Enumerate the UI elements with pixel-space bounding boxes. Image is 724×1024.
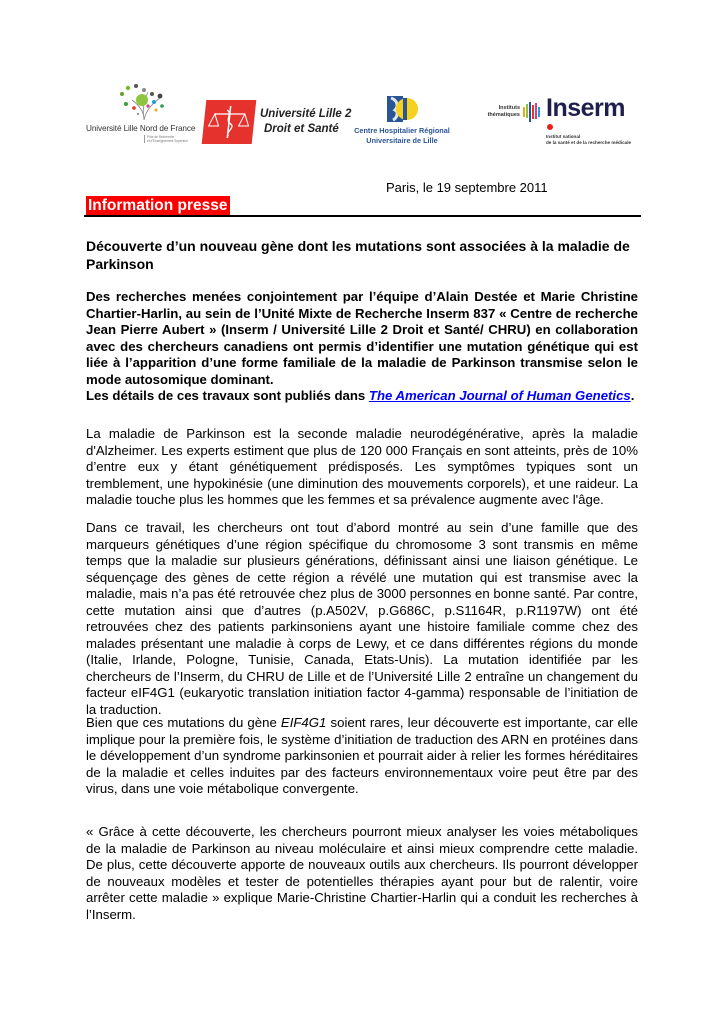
chru-line1: Centre Hospitalier Régional xyxy=(354,126,450,135)
press-header-label: Information presse xyxy=(88,197,228,214)
publication-line xyxy=(86,388,638,405)
ulnf-subtitle-line1: Pôle de Recherche xyxy=(147,135,175,139)
logo-universite-lille-nord-de-france xyxy=(86,84,204,152)
paragraph-text: Dans ce travail, les chercheurs ont tout d’abord montré au sein d’une famille que des marqueurs génétiques d’une région spécifique du chromosome 3 sont transmis en même temps que la maladie sur plusieurs générations, définissant ainsi une liaison génétique. Le séquençage des gènes de cette région a révélé une mutation qui est transmise avec la maladie, mais n’a pas été retrouvée chez plus de 3000 personnes en bonne santé. Par contre, cette mutation ainsi que d’autres (p.A502V, p.G686C, p.S1164R, p.R1197W) ont été retrouvées chez des patients parkinsoniens ayant une histoire familiale comme chez des malades présentant une maladie à corps de Lewy, et ce dans différentes régions du monde (Italie, Irlande, Pologne, Tunisie, Canada, Etats-Unis). La mutation identifiée par les chercheurs de l’Inserm, du CHRU de Lille et de l’Université Lille 2 entraîne un changement du facteur eIF4G1 (eukaryotic translation initiation factor 4-gamma) responsable de l’initiation de la traduction. xyxy=(86,520,638,717)
lead-text: Des recherches menées conjointement par l’équipe d’Alain Destée et Marie Christine Chartier-Harlin, au sein de l’Unité Mixte de Recherche Inserm 837 « Centre de recherche Jean Pierre Aubert » (Inserm / Université Lille 2 Droit et Santé/ CHRU) en collaboration avec des chercheurs canadiens ont permis d’identifier une mutation génétique qui est liée à l’apparition d’une forme familiale de la maladie de Parkinson transmise selon le mode autosomique dominant. xyxy=(86,289,638,387)
lille2-line2: Droit et Santé xyxy=(264,123,339,135)
ulnf-name: Université Lille Nord de France xyxy=(86,124,196,133)
chru-name xyxy=(352,126,452,146)
body-paragraph xyxy=(86,520,638,718)
instituts-line1: Instituts xyxy=(498,105,520,111)
tree-icon xyxy=(114,84,174,120)
header-divider xyxy=(84,215,641,217)
scales-of-justice-icon xyxy=(202,100,257,144)
inserm-sub-line2: de la santé et de la recherche médicale xyxy=(546,140,632,145)
lead-paragraph xyxy=(86,289,638,405)
lille2-name xyxy=(260,107,351,137)
inserm-red-dot-icon xyxy=(547,124,553,130)
instituts-thematiques xyxy=(484,105,520,118)
article-title: Découverte d’un nouveau gène dont les mutations sont associées à la maladie de Parkinson xyxy=(86,238,630,272)
journal-link[interactable]: The American Journal of Human Genetics xyxy=(368,388,631,403)
paragraph-suffix: soient rares, leur découverte est importante, car elle implique pour la première fois, le système d’initiation de traduction des ARN en protéines dans le développement d’un syndrome parkinsonien et pourrait aider à relier les formes héréditaires de la maladie et celles induites par des facteurs environnementaux voire peut être par des virus, dans une voie métabolique convergente. xyxy=(86,715,639,796)
lille2-line1: Université Lille 2 xyxy=(260,108,352,120)
inserm-wordmark: Inserm xyxy=(546,94,625,122)
partner-logos xyxy=(86,84,646,154)
ulnf-subtitle xyxy=(144,135,188,143)
logo-universite-lille-2 xyxy=(204,98,372,146)
logo-chru-lille xyxy=(352,94,452,150)
inserm-subtitle xyxy=(546,134,631,146)
publication-prefix: Les détails de ces travaux sont publiés dans xyxy=(86,388,369,403)
ulnf-subtitle-line2: et d'Enseignement Supérieur xyxy=(147,139,189,143)
chru-line2: Universitaire de Lille xyxy=(366,136,438,145)
paragraph-text: La maladie de Parkinson est la seconde maladie neurodégénérative, après la maladie d'Alzheimer. Les experts estiment que plus de 120 000 Français en sont atteints, près de 10% d’entre eux y étant génétiquement prédisposés. Les symptômes typiques sont un tremblement, une hypokinésie (une diminution des mouvements corporels), et une raideur. La maladie touche plus les hommes que les femmes et sa prévalence augmente avec l'âge. xyxy=(86,426,638,507)
gene-name: EIF4G1 xyxy=(280,715,327,730)
logo-inserm xyxy=(484,94,634,150)
paragraph-prefix: Bien que ces mutations du gène xyxy=(86,715,281,730)
body-paragraph xyxy=(86,715,638,798)
paragraph-text: « Grâce à cette découverte, les chercheurs pourront mieux analyser les voies métaboliques de la maladie de Parkinson au niveau moléculaire et ainsi mieux comprendre cette maladie. De plus, cette découverte apporte de nouveaux outils aux chercheurs. Ils pourront développer de nouveaux modèles et tester de potentielles thérapies ayant pour but de ralentir, voire arrêter cette maladie » explique Marie-Christine Chartier-Harlin qui a conduit les recherches à l’Inserm. xyxy=(86,824,638,922)
inserm-sub-line1: Institut national xyxy=(546,134,581,139)
press-date: Paris, le 19 septembre 2011 xyxy=(386,180,548,195)
paragraph-text xyxy=(86,715,638,798)
instituts-bars-icon xyxy=(523,102,541,122)
body-paragraph xyxy=(86,824,638,923)
instituts-line2: thématiques xyxy=(487,111,520,118)
publication-suffix: . xyxy=(630,388,635,403)
chru-emblem-icon xyxy=(383,94,423,124)
body-paragraph xyxy=(86,426,638,509)
